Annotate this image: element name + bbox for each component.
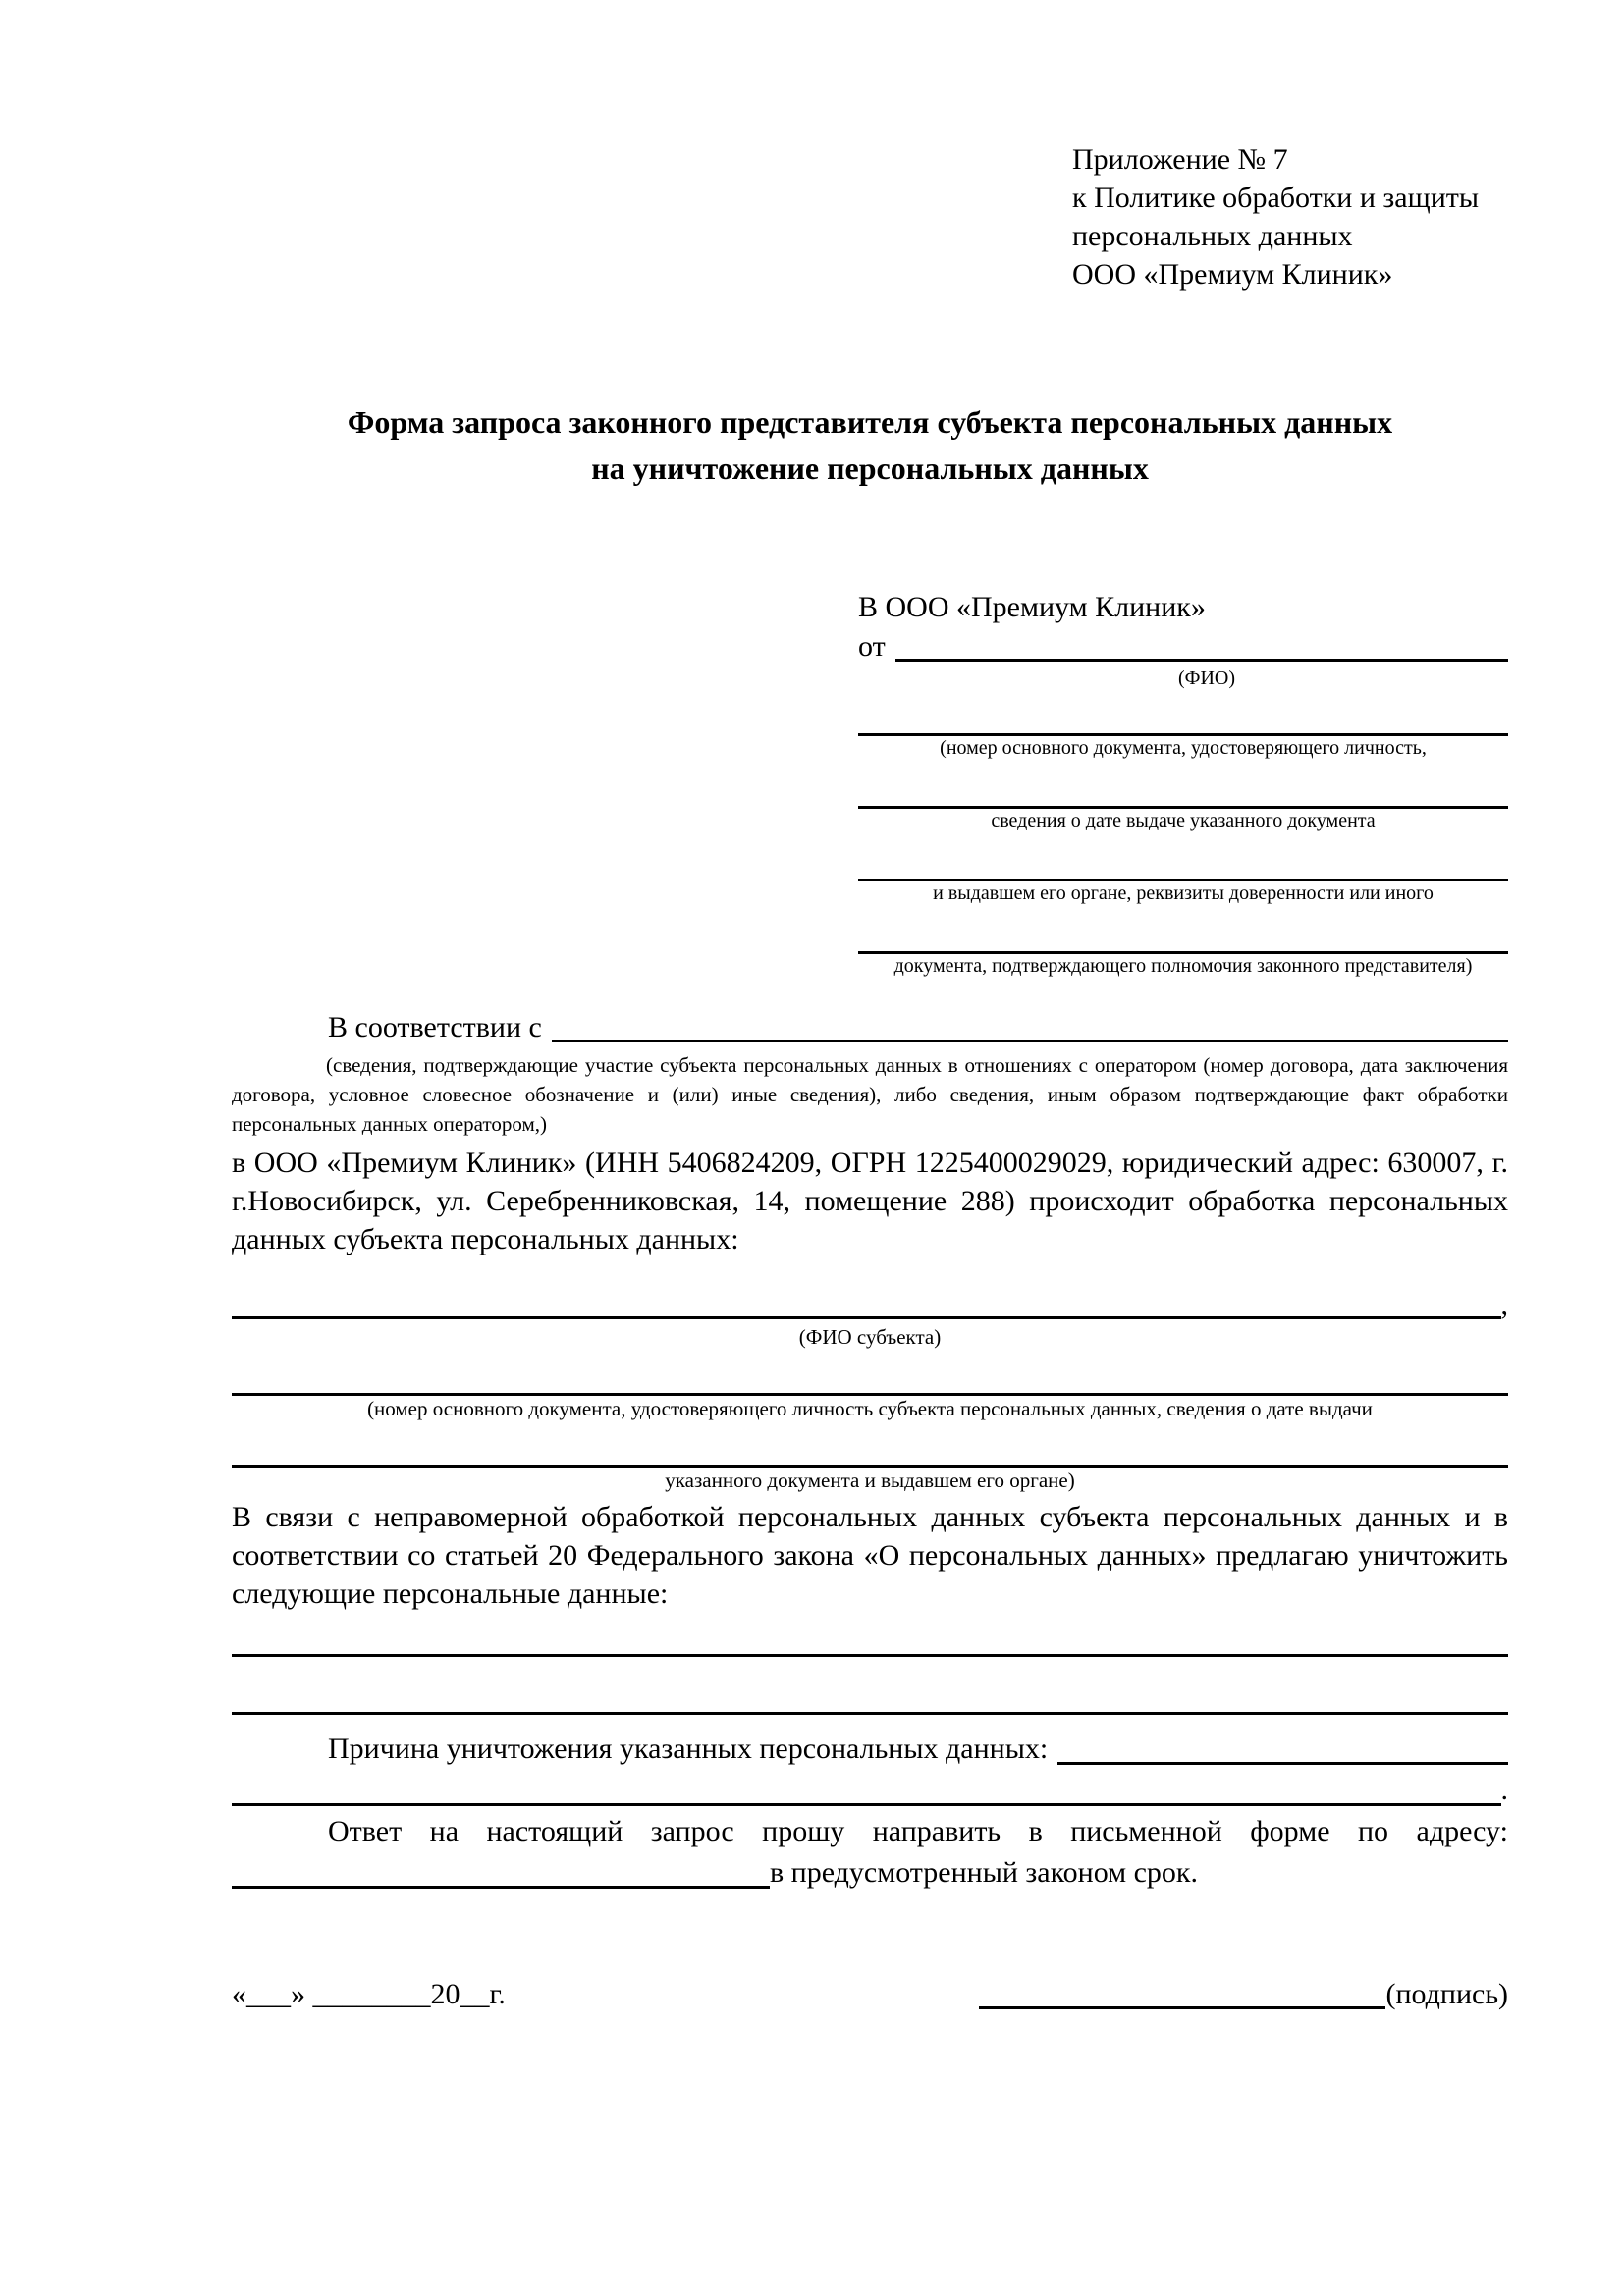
appendix-line: к Политике обработки и защиты: [1072, 182, 1480, 214]
from-row: [858, 627, 1508, 667]
data-to-destroy-blank-field-1[interactable]: [232, 1613, 1508, 1657]
subject-fio-caption: (ФИО субъекта): [798, 1325, 942, 1349]
doc-number-blank-field[interactable]: [858, 691, 1508, 736]
subject-doc-caption-1: (номер основного документа, удостоверяющего личность субъекта персональных данных, сведения о дате выдачи: [367, 1397, 1373, 1420]
accordance-label: В соответствии с: [328, 1011, 542, 1043]
reason-blank-field[interactable]: [1057, 1729, 1508, 1765]
reason-label: Причина уничтожения указанных персональных данных:: [328, 1733, 1049, 1765]
appendix-line: Приложение № 7: [1072, 143, 1288, 176]
appendix-line: персональных данных: [1072, 220, 1353, 252]
footer-row: [232, 1974, 1508, 2015]
reason-continuation-row: [232, 1770, 1508, 1811]
date-line: «___» ________20__г.: [232, 1978, 506, 2010]
signature-blank-field[interactable]: [979, 1974, 1385, 2009]
fio-blank-field[interactable]: [895, 627, 1508, 662]
doc-powers-blank-field[interactable]: [858, 906, 1508, 954]
reply-sentence: Ответ на настоящий запрос прошу направить в письменной форме по адресу:: [328, 1815, 1508, 1847]
appendix-header: [1072, 140, 1508, 294]
doc-issue-date-blank-field[interactable]: [858, 761, 1508, 809]
subject-doc-blank-field[interactable]: [232, 1350, 1508, 1396]
doc-powers-caption: документа, подтверждающего полномочия законного представителя): [893, 955, 1473, 977]
demand-paragraph: В связи с неправомерной обработкой персональных данных субъекта персональных данных и в соответствии со статьей 20 Федерального закона «О персональных данных» предлагаю уничтожить следующие персональные данные:: [232, 1501, 1508, 1610]
subject-doc-authority-blank-field[interactable]: [232, 1421, 1508, 1468]
sentence-period: .: [1500, 1774, 1508, 1806]
title-line-2: на уничтожение персональных данных: [591, 451, 1149, 486]
reply-address-row: [232, 1852, 1508, 1894]
accordance-row: [232, 1008, 1508, 1047]
doc-authority-blank-field[interactable]: [858, 833, 1508, 881]
subject-fio-blank-field[interactable]: [232, 1286, 1501, 1319]
operator-paragraph: в ООО «Премиум Клиник» (ИНН 5406824209, ОГРН 1225400029029, юридический адрес: 630007, г. г.Новосибирск, ул. Серебренниковская, 14, помещение 288) происходит обработка персональных данных субъекта персональных данных:: [232, 1147, 1508, 1255]
accordance-note: (сведения, подтверждающие участие субъекта персональных данных в отношениях с оператором (номер договора, дата заключения договора, условное словесное обозначение и (или) иные сведения), либо сведения, иным образом подтверждающие факт обработки персональных данных оператором,): [232, 1053, 1508, 1136]
doc-number-caption: (номер основного документа, удостоверяющего личность,: [940, 737, 1427, 759]
addressee-to: В ООО «Премиум Клиник»: [858, 591, 1206, 623]
subject-trailing-comma: ,: [1500, 1289, 1508, 1321]
addressee-block: [858, 588, 1508, 979]
reason-row: [232, 1729, 1508, 1770]
doc-authority-caption: и выдавшем его органе, реквизиты доверенности или иного: [933, 882, 1434, 904]
subject-doc-caption-2: указанного документа и выдавшем его органе): [665, 1468, 1075, 1492]
document-content: [232, 0, 1508, 2015]
subject-fio-row: [232, 1286, 1508, 1324]
reply-tail: в предусмотренный законом срок.: [770, 1856, 1198, 1889]
accordance-blank-field[interactable]: [552, 1008, 1508, 1042]
from-label: от: [858, 630, 886, 663]
doc-issue-date-caption: сведения о дате выдаче указанного документа: [991, 810, 1376, 831]
title-line-1: Форма запроса законного представителя субъекта персональных данных: [347, 404, 1393, 440]
fio-caption: (ФИО): [1177, 667, 1235, 689]
signature-group: [979, 1974, 1508, 2015]
reason-continuation-blank-field[interactable]: [232, 1770, 1501, 1806]
reply-address-blank-field[interactable]: [232, 1852, 770, 1889]
data-to-destroy-blank-field-2[interactable]: [232, 1657, 1508, 1715]
document-title: [232, 400, 1508, 492]
signature-caption: (подпись): [1385, 1978, 1508, 2010]
appendix-line: ООО «Премиум Клиник»: [1072, 258, 1393, 291]
